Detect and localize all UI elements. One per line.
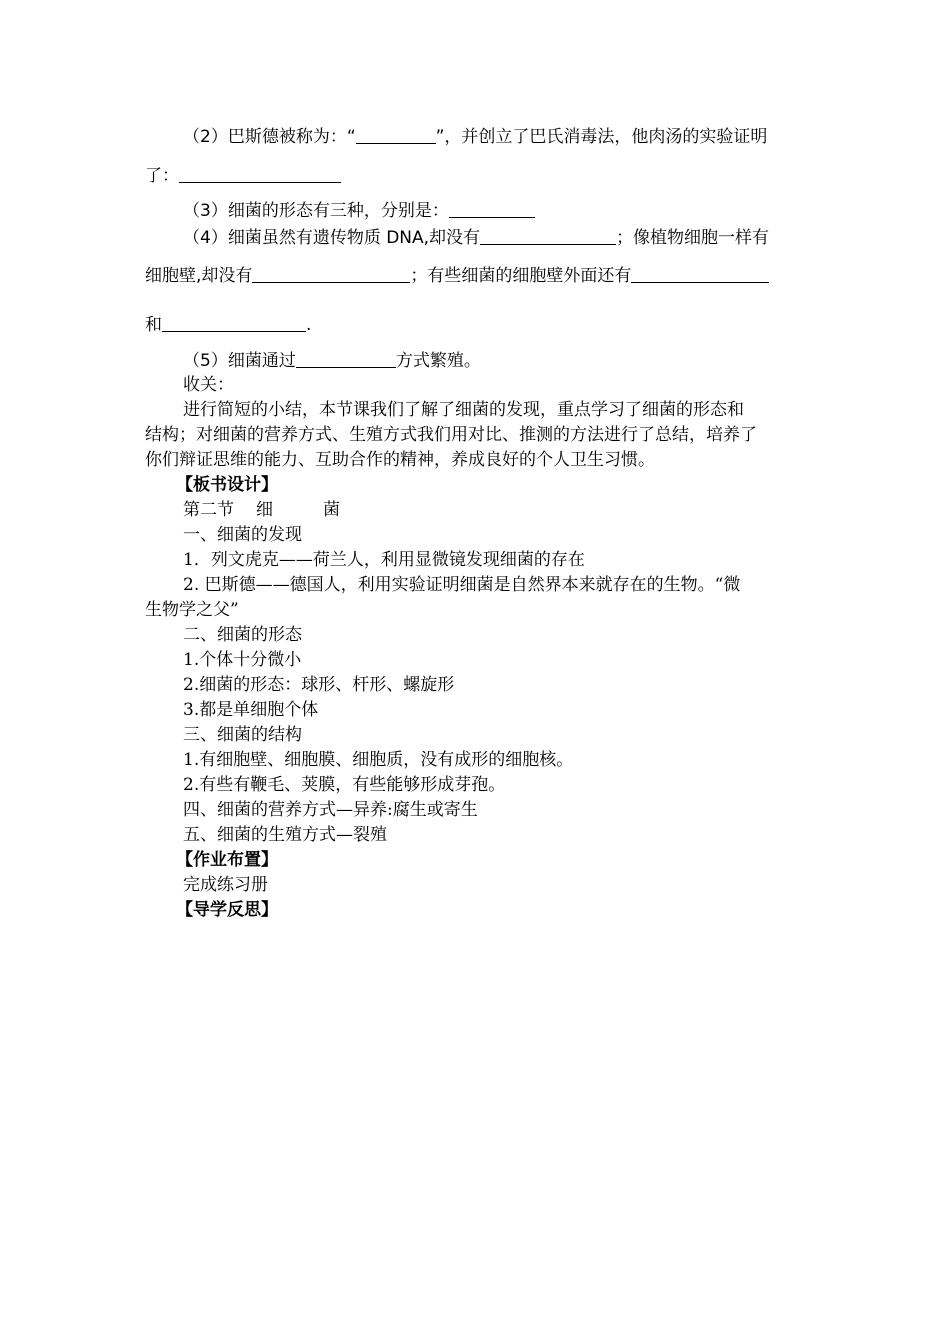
board-item: 3.都是单细胞个体 [183, 700, 319, 720]
question-4-text-b: ；像植物细胞一样有 [616, 228, 770, 248]
question-4-blank-2 [252, 264, 410, 283]
board-item: 1.个体十分微小 [183, 650, 302, 670]
section-title-char-1: 细 [256, 500, 273, 520]
reflection-heading: 【导学反思】 [176, 900, 278, 920]
question-4-text-a: （4）细菌虽然有遗传物质 DNA,却没有 [183, 228, 481, 248]
question-2-blank-1 [356, 125, 436, 144]
board-item: 1.有细胞壁、细胞膜、细胞质，没有成形的细胞核。 [183, 750, 574, 770]
question-5-line [183, 349, 481, 373]
question-2-text-b: ”，并创立了巴氏消毒法，他肉汤的实验证明 [435, 127, 768, 147]
board-item: 四、细菌的营养方式—异养:腐生或寄生 [183, 800, 478, 820]
summary-line-3: 你们辩证思维的能力、互助合作的精神，养成良好的个人卫生习惯。 [145, 450, 655, 470]
question-2-text-c: 了： [145, 166, 179, 186]
board-item: 2. 巴斯德——德国人，利用实验证明细菌是自然界本来就存在的生物。“微 [183, 575, 741, 595]
question-2-text-a: （2）巴斯德被称为：“ [183, 127, 356, 147]
summary-line-2: 结构；对细菌的营养方式、生殖方式我们用对比、推测的方法进行了总结，培养了 [145, 425, 757, 445]
board-item: 二、细菌的形态 [183, 625, 302, 645]
board-item: 一、细菌的发现 [183, 525, 302, 545]
question-3-line [183, 199, 535, 223]
question-4-text-e: 和 [145, 315, 162, 335]
board-item: 生物学之父” [145, 600, 239, 620]
question-4-text-d: ；有些细菌的细胞壁外面还有 [410, 266, 632, 286]
question-4-line-2 [145, 264, 769, 288]
question-2-blank-2 [179, 164, 341, 183]
question-4-blank-3 [631, 264, 769, 283]
homework-text: 完成练习册 [183, 875, 268, 895]
section-title-number: 第二节 [183, 500, 234, 520]
board-item: 三、细菌的结构 [183, 725, 302, 745]
closing-label: 收关： [183, 375, 234, 395]
question-2-line-2 [145, 164, 341, 188]
section-title-char-2: 菌 [323, 500, 340, 520]
question-3-blank [449, 199, 535, 218]
board-item: 2.细菌的形态：球形、杆形、螺旋形 [183, 675, 455, 695]
question-5-text-a: （5）细菌通过 [183, 351, 296, 371]
question-5-blank [296, 349, 396, 368]
question-4-line-3 [145, 313, 311, 337]
board-item: 1．列文虎克——荷兰人，利用显微镜发现细菌的存在 [183, 550, 585, 570]
question-4-text-f: . [306, 315, 312, 335]
question-4-line-1 [183, 226, 769, 250]
summary-line-1: 进行简短的小结，本节课我们了解了细菌的发现，重点学习了细菌的形态和 [183, 400, 744, 420]
board-item: 2.有些有鞭毛、荚膜，有些能够形成芽孢。 [183, 775, 506, 795]
question-5-text-b: 方式繁殖。 [395, 351, 481, 371]
question-3-text: （3）细菌的形态有三种，分别是： [183, 201, 449, 221]
section-title [183, 498, 340, 522]
question-2-line-1 [183, 125, 767, 149]
homework-heading: 【作业布置】 [176, 850, 278, 870]
board-item: 五、细菌的生殖方式—裂殖 [183, 825, 387, 845]
question-4-blank-1 [480, 226, 616, 245]
question-4-blank-4 [162, 313, 306, 332]
question-4-text-c: 细胞壁,却没有 [145, 266, 253, 286]
board-design-heading: 【板书设计】 [176, 475, 278, 495]
